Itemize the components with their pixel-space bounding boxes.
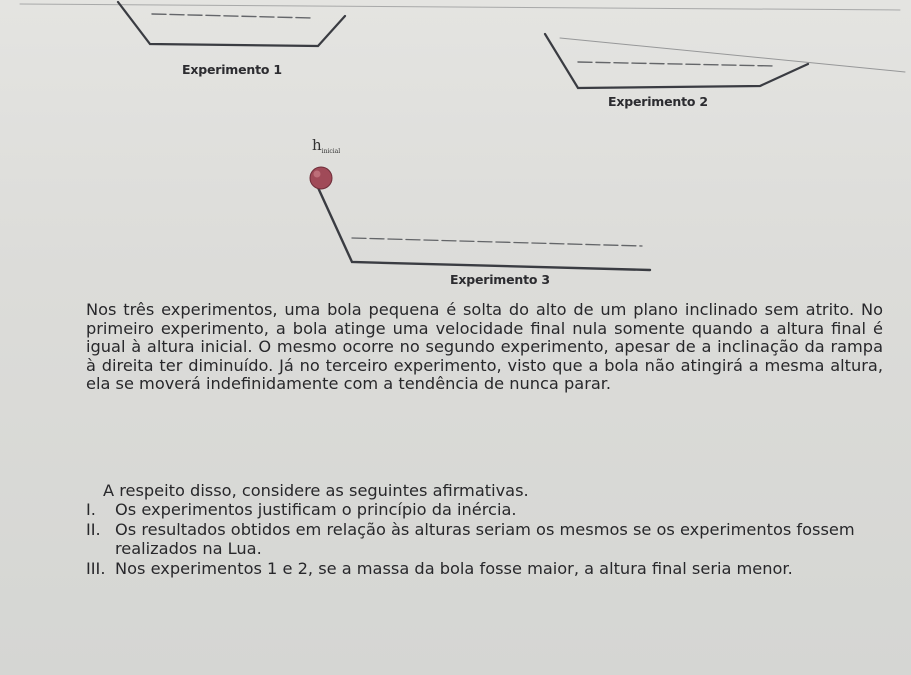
statement-number: II. [86,519,101,539]
experiment-2-label: Experimento 2 [608,94,708,109]
statements-list [86,500,886,578]
statements-intro: A respeito disso, considere as seguintes afirmativas. [103,481,529,500]
statement-text: Os resultados obtidos em relação às alturas seriam os mesmos se os experimentos fossem realizados na Lua. [115,519,855,558]
statement-number: I. [86,500,96,519]
experiment-1-ramp [20,2,900,46]
experiments-diagram [0,0,911,300]
h-subscript: inicial [321,148,341,155]
ball [310,167,332,189]
statement-number: III. [86,558,106,578]
experiment-2-ramp [545,34,905,88]
statement-item [86,520,886,559]
statement-text: Nos experimentos 1 e 2, se a massa da bola fosse maior, a altura final seria menor. [115,558,793,578]
h-symbol: h [312,136,322,154]
experiment-3-ramp [315,181,650,270]
statement-item [86,500,886,520]
statement-item [86,559,886,579]
experiment-1-label: Experimento 1 [182,62,282,77]
initial-height-label [312,136,340,155]
statement-text: Os experimentos justificam o princípio da inércia. [115,500,517,519]
ramps-illustration [0,0,911,300]
problem-paragraph: Nos três experimentos, uma bola pequena é solta do alto de um plano inclinado sem atrito. No primeiro experimento, a bola atinge uma velocidade final nula somente quando a altura final é igual à altura inicial. O mesmo ocorre no segundo experimento, apesar de a inclinação da rampa à direita ter diminuído. Já no terceiro experimento, visto que a bola não atingirá a mesma altura, ela se moverá indefinidamente com a tendência de nunca parar. [86,300,883,394]
experiment-3-label: Experimento 3 [450,272,550,287]
